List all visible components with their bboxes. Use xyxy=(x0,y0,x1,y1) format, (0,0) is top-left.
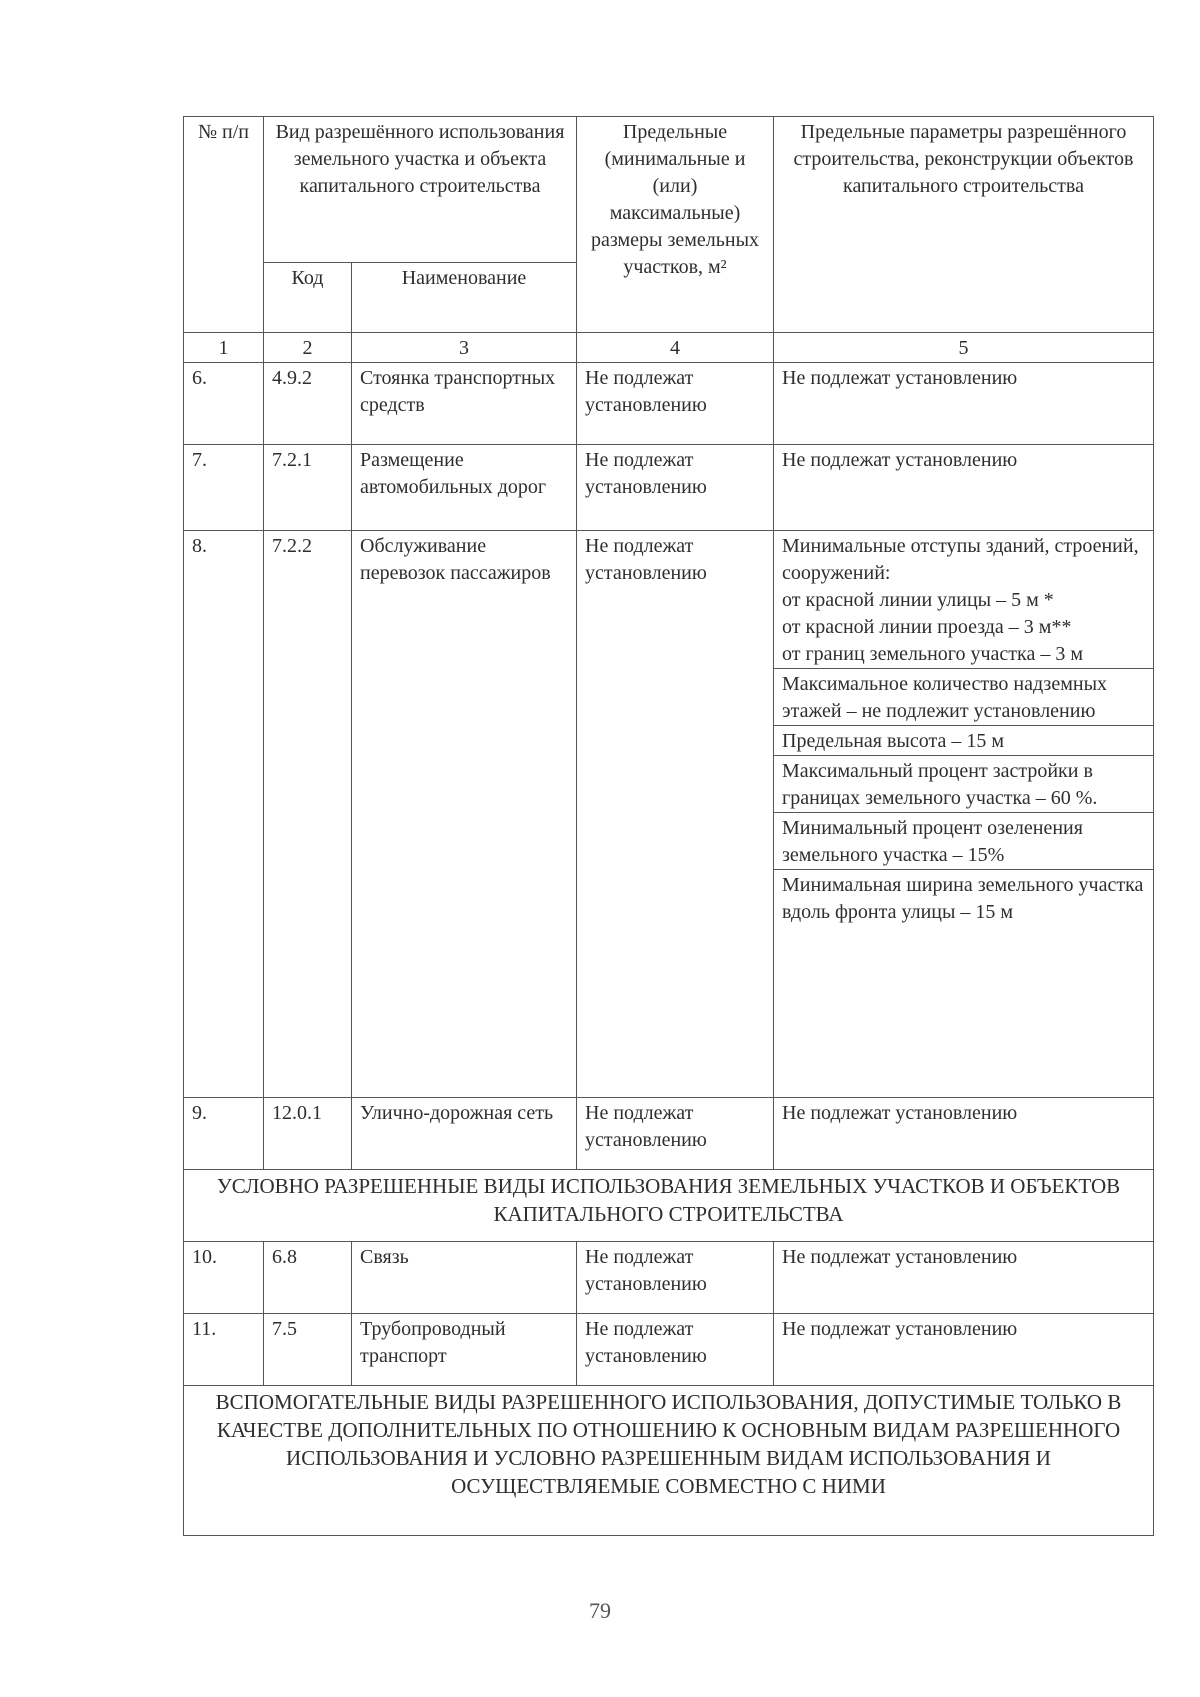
row-name: Связь xyxy=(352,1242,577,1314)
param-coverage: Максимальный процент застройки в границах земельного участка – 60 %. xyxy=(774,755,1153,812)
table-row xyxy=(184,1242,1154,1314)
row-name: Трубопроводный транспорт xyxy=(352,1314,577,1386)
param-floors: Максимальное количество надземных этажей – не подлежит установлению xyxy=(774,668,1153,725)
column-number-row xyxy=(184,333,1154,363)
row-size: Не подлежат установлению xyxy=(577,1314,774,1386)
row-params: Не подлежат установлению xyxy=(774,1098,1154,1170)
section-row xyxy=(184,1170,1154,1242)
param-setback-passage: от красной линии проезда – 3 м** xyxy=(782,616,1072,638)
colnum-5: 5 xyxy=(774,333,1154,363)
param-setbacks-title: Минимальные отступы зданий, строений, сооружений: xyxy=(782,535,1139,584)
colnum-4: 4 xyxy=(577,333,774,363)
page-number: 79 xyxy=(589,1598,611,1623)
row-code: 12.0.1 xyxy=(264,1098,352,1170)
row-num: 6. xyxy=(184,363,264,445)
row-size: Не подлежат установлению xyxy=(577,363,774,445)
row-code: 7.2.1 xyxy=(264,445,352,531)
param-height: Предельная высота – 15 м xyxy=(774,725,1153,755)
table-row xyxy=(184,1098,1154,1170)
row-name: Размещение автомобильных дорог xyxy=(352,445,577,531)
row-size: Не подлежат установлению xyxy=(577,1242,774,1314)
row-code: 7.2.2 xyxy=(264,531,352,1098)
section-row xyxy=(184,1386,1154,1536)
table-row xyxy=(184,445,1154,531)
colnum-2: 2 xyxy=(264,333,352,363)
param-greening: Минимальный процент озеленения земельного участка – 15% xyxy=(774,812,1153,869)
param-setbacks xyxy=(774,531,1153,668)
header-kod: Код xyxy=(264,263,352,333)
header-name: Наименование xyxy=(352,263,577,333)
row-num: 9. xyxy=(184,1098,264,1170)
row-code: 4.9.2 xyxy=(264,363,352,445)
row-params: Не подлежат установлению xyxy=(774,1314,1154,1386)
param-frontage: Минимальная ширина земельного участка вдоль фронта улицы – 15 м xyxy=(774,869,1153,926)
colnum-1: 1 xyxy=(184,333,264,363)
row-name: Стоянка транспортных средств xyxy=(352,363,577,445)
header-num: № п/п xyxy=(184,117,264,333)
row-name: Обслуживание перевозок пассажиров xyxy=(352,531,577,1098)
row-params: Не подлежат установлению xyxy=(774,363,1154,445)
section-auxiliary: ВСПОМОГАТЕЛЬНЫЕ ВИДЫ РАЗРЕШЕННОГО ИСПОЛЬЗОВАНИЯ, ДОПУСТИМЫЕ ТОЛЬКО В КАЧЕСТВЕ ДОПОЛНИТЕЛЬНЫХ ПО ОТНОШЕНИЮ К ОСНОВНЫМ ВИДАМ РАЗРЕШЕННОГО ИСПОЛЬЗОВАНИЯ И УСЛОВНО РАЗРЕШЕННЫМ ВИДАМ ИСПОЛЬЗОВАНИЯ И ОСУЩЕСТВЛЯЕМЫЕ СОВМЕСТНО С НИМИ xyxy=(184,1386,1154,1536)
row-params: Не подлежат установлению xyxy=(774,445,1154,531)
header-params: Предельные параметры разрешённого строительства, реконструкции объектов капитального строительства xyxy=(774,117,1154,333)
table-row xyxy=(184,363,1154,445)
row-size: Не подлежат установлению xyxy=(577,1098,774,1170)
header-vid: Вид разрешённого использования земельного участка и объекта капитального строительства xyxy=(264,117,577,263)
header-row xyxy=(184,117,1154,263)
row-num: 11. xyxy=(184,1314,264,1386)
table-row xyxy=(184,1314,1154,1386)
row-num: 8. xyxy=(184,531,264,1098)
table-row xyxy=(184,531,1154,1098)
row-code: 7.5 xyxy=(264,1314,352,1386)
header-size: Предельные (минимальные и (или) максимальные) размеры земельных участков, м² xyxy=(577,117,774,333)
param-setback-street: от красной линии улицы – 5 м * xyxy=(782,589,1054,611)
row-size: Не подлежат установлению xyxy=(577,531,774,1098)
row-num: 10. xyxy=(184,1242,264,1314)
section-conditional: УСЛОВНО РАЗРЕШЕННЫЕ ВИДЫ ИСПОЛЬЗОВАНИЯ ЗЕМЕЛЬНЫХ УЧАСТКОВ И ОБЪЕКТОВ КАПИТАЛЬНОГО СТРОИТЕЛЬСТВА xyxy=(184,1170,1154,1242)
row-params: Не подлежат установлению xyxy=(774,1242,1154,1314)
row-size: Не подлежат установлению xyxy=(577,445,774,531)
row-name: Улично-дорожная сеть xyxy=(352,1098,577,1170)
param-setback-boundary: от границ земельного участка – 3 м xyxy=(782,643,1083,665)
row-code: 6.8 xyxy=(264,1242,352,1314)
row-num: 7. xyxy=(184,445,264,531)
colnum-3: 3 xyxy=(352,333,577,363)
regulations-table xyxy=(183,116,1154,1536)
row-params xyxy=(774,531,1154,1098)
